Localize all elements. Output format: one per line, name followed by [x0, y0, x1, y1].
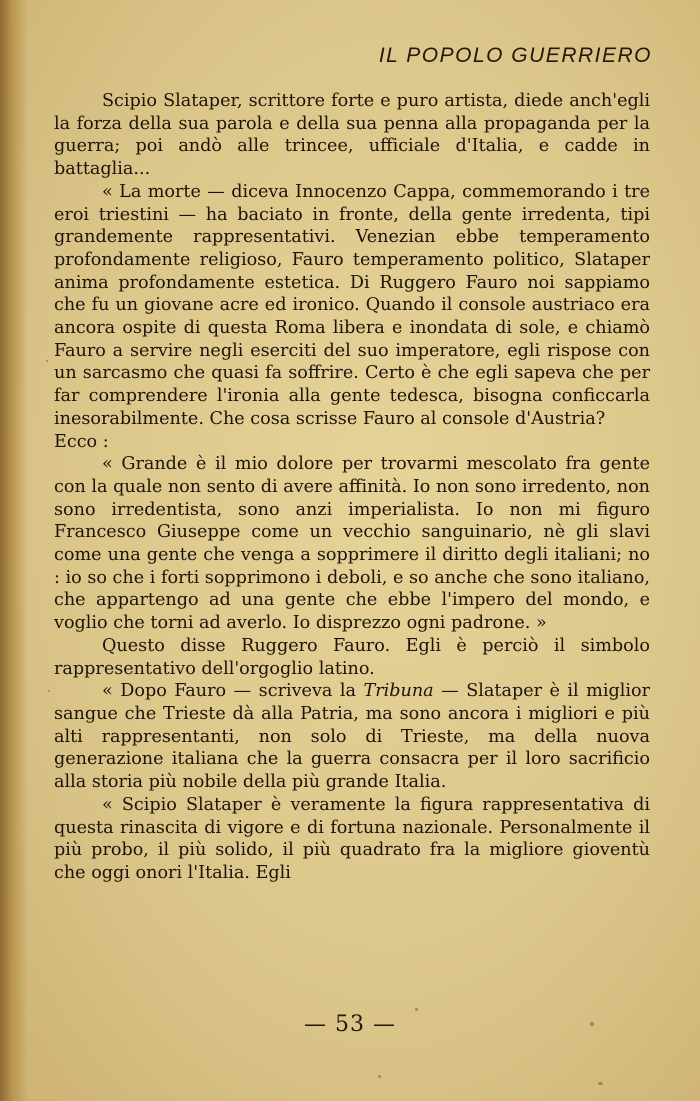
tribuna-after: — Slataper è il miglior sangue che Trieste dà alla Patria, ma sono ancora i migliori e più alti rappresentanti, non solo di Trieste, ma della nuova generazione italiana che la guerra consacra per il loro sacrificio alla storia più nobile della più grande Italia.: [54, 681, 650, 793]
paper-speck: [378, 1075, 381, 1078]
paragraph-slataper-intro: Scipio Slataper, scrittore forte e puro artista, diede anch'egli la forza della sua parola e della sua penna alla propaganda per la guerra; poi andò alle trincee, ufficiale d'Italia, e cadde in battaglia...: [54, 91, 650, 180]
paragraph-tribuna-quote: [54, 680, 650, 794]
paragraph-fauro-letter: « Grande è il mio dolore per trovarmi mescolato fra gente con la quale non sento di avere affinità. Io non sono irredento, non sono irredentista, sono anzi imperialista. Io non mi figuro Francesco Giuseppe come un vecchio sanguinario, nè gli slavi come una gente che venga a sopprimere il diritto degli italiani; no : io so che i forti sopprimono i deboli, e so anche che sono italiano, che appartengo ad una gente che ebbe l'impero del mondo, e voglio che torni ad averlo. Io disprezzo ogni padrone. »: [54, 454, 650, 634]
paragraph-ecco: Ecco :: [54, 431, 109, 452]
paper-speck: [46, 360, 48, 362]
paper-speck: [48, 690, 50, 692]
tribuna-before: « Dopo Fauro — scriveva la: [102, 681, 364, 702]
paragraph-fauro-symbol: Questo disse Ruggero Fauro. Egli è perciò il simbolo rappresentativo dell'orgoglio latino.: [54, 635, 650, 679]
spine-shadow: [0, 0, 28, 1101]
body-text: [54, 90, 650, 885]
running-head: IL POPOLO GUERRIERO: [378, 44, 652, 67]
paper-speck: [598, 1082, 603, 1085]
page-number: — 53 —: [304, 1012, 396, 1037]
paragraph-slataper-figure: « Scipio Slataper è veramente la figura rappresentativa di questa rinascita di vigore e di fortuna nazionale. Personalmente il più probo, il più solido, il più quadrato fra la migliore gioventù che oggi onori l'Italia. Egli: [54, 794, 650, 883]
paper-speck: [415, 1008, 418, 1011]
paragraph-cappa-quote: « La morte — diceva Innocenzo Cappa, commemorando i tre eroi triestini — ha baciato in fronte, della gente irredenta, tipi grandemente rappresentativi. Venezian ebbe temperamento profondamente religioso, Fauro temperamento politico, Slataper anima profondamente estetica. Di Ruggero Fauro noi sappiamo che fu un giovane acre ed ironico. Quando il console austriaco era ancora ospite di questa Roma libera e inondata di sole, e chiamò Fauro a servire negli eserciti del suo imperatore, egli rispose con un sarcasmo che quasi fa soffrire. Certo è che egli sapeva che per far comprendere l'ironia alla gente tedesca, bisogna conficcarla inesorabilmente. Che cosa scrisse Fauro al console d'Austria?: [54, 181, 650, 429]
paper-speck: [590, 1022, 594, 1026]
tribuna-title: Tribuna: [363, 681, 434, 702]
